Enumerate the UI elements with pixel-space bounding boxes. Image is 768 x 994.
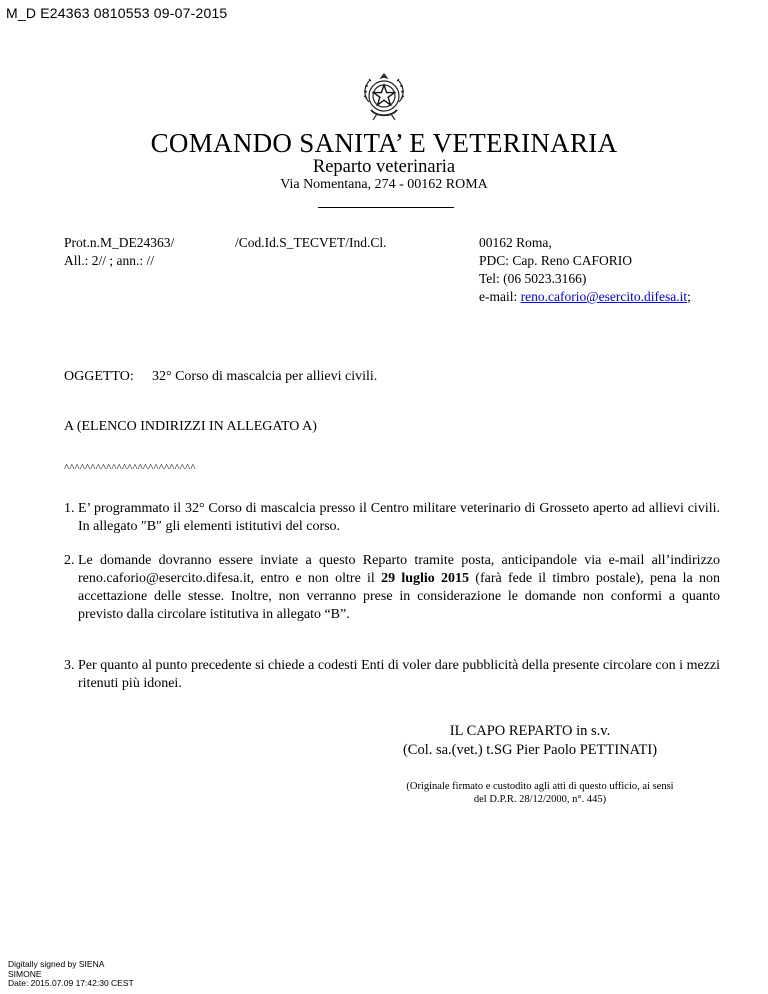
organization-name: COMANDO SANITA’ E VETERINARIA	[150, 128, 618, 158]
original-signature-note	[370, 780, 710, 806]
deadline-date: 29 luglio 2015	[381, 571, 470, 586]
digital-signature-line-1: Digitally signed by SIENA	[8, 959, 105, 969]
digital-signature-stamp	[8, 960, 134, 989]
signatory-title: IL CAPO REPARTO in s.v.	[449, 723, 611, 739]
paragraph-number: 3.	[64, 658, 75, 673]
subject-text: 32° Corso di mascalcia per allievi civili.	[152, 369, 378, 384]
protocol-block	[64, 234, 174, 270]
original-note-line-2: del D.P.R. 28/12/2000, n°. 445)	[473, 794, 607, 805]
paragraph-number: 2.	[64, 553, 75, 568]
contact-place: 00162 Roma,	[479, 235, 552, 250]
italian-republic-emblem-icon	[359, 70, 409, 124]
organization-address: Via Nomentana, 274 - 00162 ROMA	[280, 177, 488, 192]
email-link[interactable]: reno.caforio@esercito.difesa.it	[520, 289, 688, 304]
contact-email-line	[479, 288, 691, 306]
paragraph-text: Per quanto al punto precedente si chiede a codesti Enti di voler dare pubblicità della presente circolare con i mezzi ritenuti più idonei.	[78, 658, 720, 691]
contact-person: PDC: Cap. Reno CAFORIO	[479, 253, 633, 268]
department-name: Reparto veterinaria	[312, 157, 456, 177]
paragraph-text-before: Le domande dovranno essere inviate a questo Reparto tramite posta, anticipandole via e-mail all’indirizzo reno.caforio@esercito.difesa.it, entro e non oltre il	[78, 553, 720, 586]
original-note-line-1: (Originale firmato e custodito agli atti di questo ufficio, ai sensi	[406, 781, 674, 792]
digital-signature-line-2: SIMONE	[8, 968, 42, 979]
email-suffix: ;	[687, 289, 691, 304]
subject-label: OGGETTO:	[64, 369, 134, 384]
recipients-line: A (ELENCO INDIRIZZI IN ALLEGATO A)	[64, 419, 317, 434]
signatory-name: (Col. sa.(vet.) t.SG Pier Paolo PETTINATI)	[402, 742, 658, 758]
document-reference: M_D E24363 0810553 09-07-2015	[6, 5, 228, 21]
attachments-info: All.: 2// ; ann.: //	[64, 253, 154, 268]
classification-code: /Cod.Id.S_TECVET/Ind.Cl.	[235, 235, 387, 250]
paragraph-text-after: (farà fede il timbro postale), pena la non accettazione delle stesse. Inoltre, non verranno prese in considerazione le domande non conformi a quanto previsto dalla circolare istitutiva in allegato “B”.	[78, 571, 720, 622]
paragraph-text: E’ programmato il 32° Corso di mascalcia presso il Centro militare veterinario di Grosseto aperto ad allievi civili. In allegato ″B″ gli elementi istitutivi del corso.	[78, 501, 720, 534]
header-divider	[318, 207, 454, 208]
separator-line: ^^^^^^^^^^^^^^^^^^^^^^^^^	[64, 462, 196, 474]
paragraph-1	[64, 500, 720, 536]
contact-phone: Tel: (06 5023.3166)	[479, 271, 587, 286]
paragraph-text	[64, 552, 720, 624]
paragraph-number: 1.	[64, 501, 75, 516]
email-label: e-mail:	[479, 289, 521, 304]
digital-signature-date: Date: 2015.07.09 17:42:30 CEST	[8, 978, 134, 988]
paragraph-3	[64, 657, 720, 693]
contact-block	[479, 234, 691, 306]
protocol-number: Prot.n.M_DE24363/	[64, 235, 175, 250]
paragraph-2	[64, 552, 720, 624]
subject-line	[64, 369, 377, 385]
